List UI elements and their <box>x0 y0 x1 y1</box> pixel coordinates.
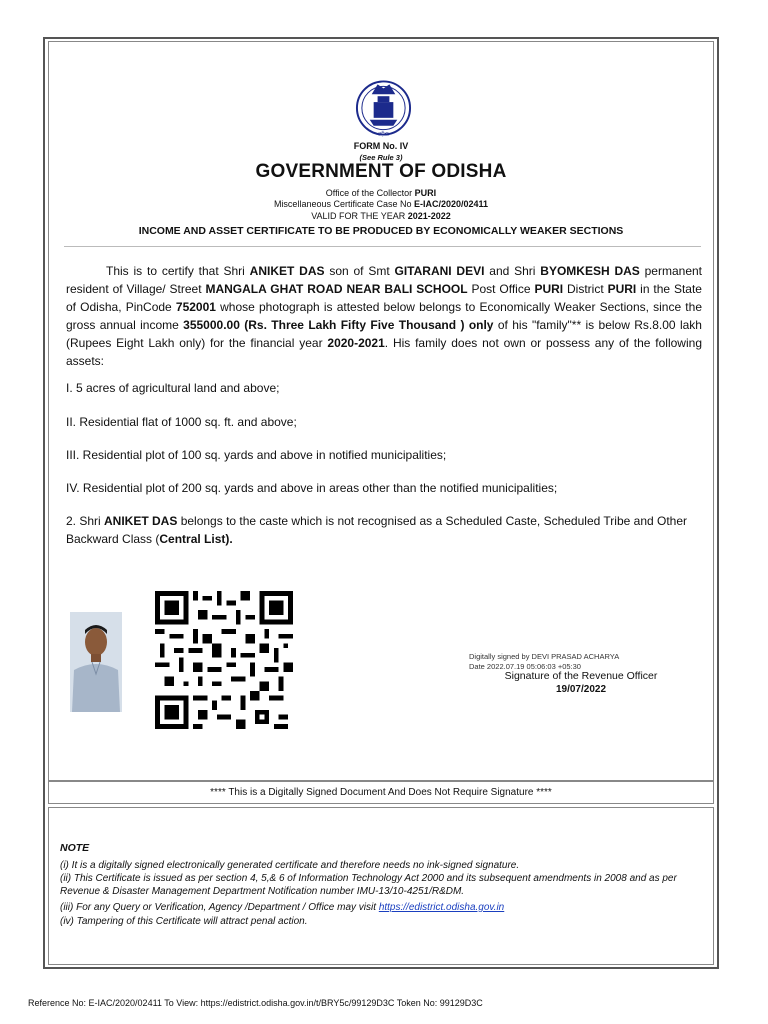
divider <box>64 246 701 247</box>
case-line: Miscellaneous Certificate Case No E-IAC/2020/02411 <box>273 199 489 209</box>
digital-signed-banner: **** This is a Digitally Signed Document And Does Not Require Signature **** <box>48 781 714 804</box>
certificate-paragraph: This is to certify that Shri ANIKET DAS son of Smt GITARANI DEVI and Shri BYOMKESH DAS permanent resident of Village/ Street MANGALA GHAT ROAD NEAR BALI SCHOOL Post Office PURI District PURI in the State of Odisha, PinCode 752001 whose photograph is attested below belongs to Economically Weaker Sections, since the gross annual income 355000.00 (Rs. Three Lakh Fifty Five Thousand ) only of his "family"** is below Rs.8.00 lakh (Rupees Eight Lakh only) for the financial year 2020-2021. His family does not own or possess any of the following assets: <box>66 264 703 368</box>
digital-signer: Digitally signed by DEVI PRASAD ACHARYA <box>469 652 620 661</box>
applicant-photo <box>70 612 122 712</box>
digital-sign-date: Date 2022.07.19 05:06:03 +05:30 <box>469 662 581 671</box>
page-title: GOVERNMENT OF ODISHA <box>255 161 507 182</box>
form-number: FORM No. IV <box>353 141 409 151</box>
edistrict-link[interactable]: https://edistrict.odisha.gov.in <box>378 902 505 913</box>
odisha-emblem-icon <box>354 74 413 142</box>
note-item: (i) It is a digitally signed electronically generated certificate and therefore needs no ink-signed signature. <box>60 860 520 871</box>
reference-footer: Reference No: E-IAC/2020/02411 To View: https://edistrict.odisha.gov.in/t/BRY5c/99129D3C Token No: 99129D3C <box>28 998 483 1008</box>
note-item: (iii) For any Query or Verification, Agency /Department / Office may visit https://edistrict.odisha.gov.in <box>60 902 505 913</box>
digital-signature <box>469 652 709 672</box>
valid-line: VALID FOR THE YEAR 2021-2022 <box>311 211 451 221</box>
qr-code[interactable] <box>155 590 293 730</box>
note-item: (iv) Tampering of this Certificate will attract penal action. <box>60 916 308 927</box>
caste-paragraph: 2. Shri ANIKET DAS belongs to the caste which is not recognised as a Scheduled Caste, Scheduled Tribe and Other Backward Class (Central List). <box>66 514 688 546</box>
svg-text:ଓଡ଼ିଶା: ଓଡ଼ିଶା <box>377 131 390 138</box>
signature-label: Signature of the Revenue Officer <box>504 670 658 682</box>
see-rule: (See Rule 3) <box>359 153 403 162</box>
asset-item: IV. Residential plot of 200 sq. yards and above in areas other than the notified municipalities; <box>66 481 558 495</box>
signature-date: 19/07/2022 <box>555 684 607 695</box>
asset-item: II. Residential flat of 1000 sq. ft. and above; <box>66 415 297 429</box>
note-title: NOTE <box>60 842 90 854</box>
asset-item: I. 5 acres of agricultural land and above; <box>66 381 280 395</box>
office-line: Office of the Collector PURI <box>325 188 437 198</box>
certificate-heading: INCOME AND ASSET CERTIFICATE TO BE PRODUCED BY ECONOMICALLY WEAKER SECTIONS <box>138 225 624 237</box>
note-item: (ii) This Certificate is issued as per section 4, 5,& 6 of Information Technology Act 2000 and its subsequent amendments in 2008 and as per Revenue & Disaster Management Department Notification number IMU-13/10-4251/R&DM. <box>60 873 677 897</box>
asset-item: III. Residential plot of 100 sq. yards and above in notified municipalities; <box>66 448 447 462</box>
